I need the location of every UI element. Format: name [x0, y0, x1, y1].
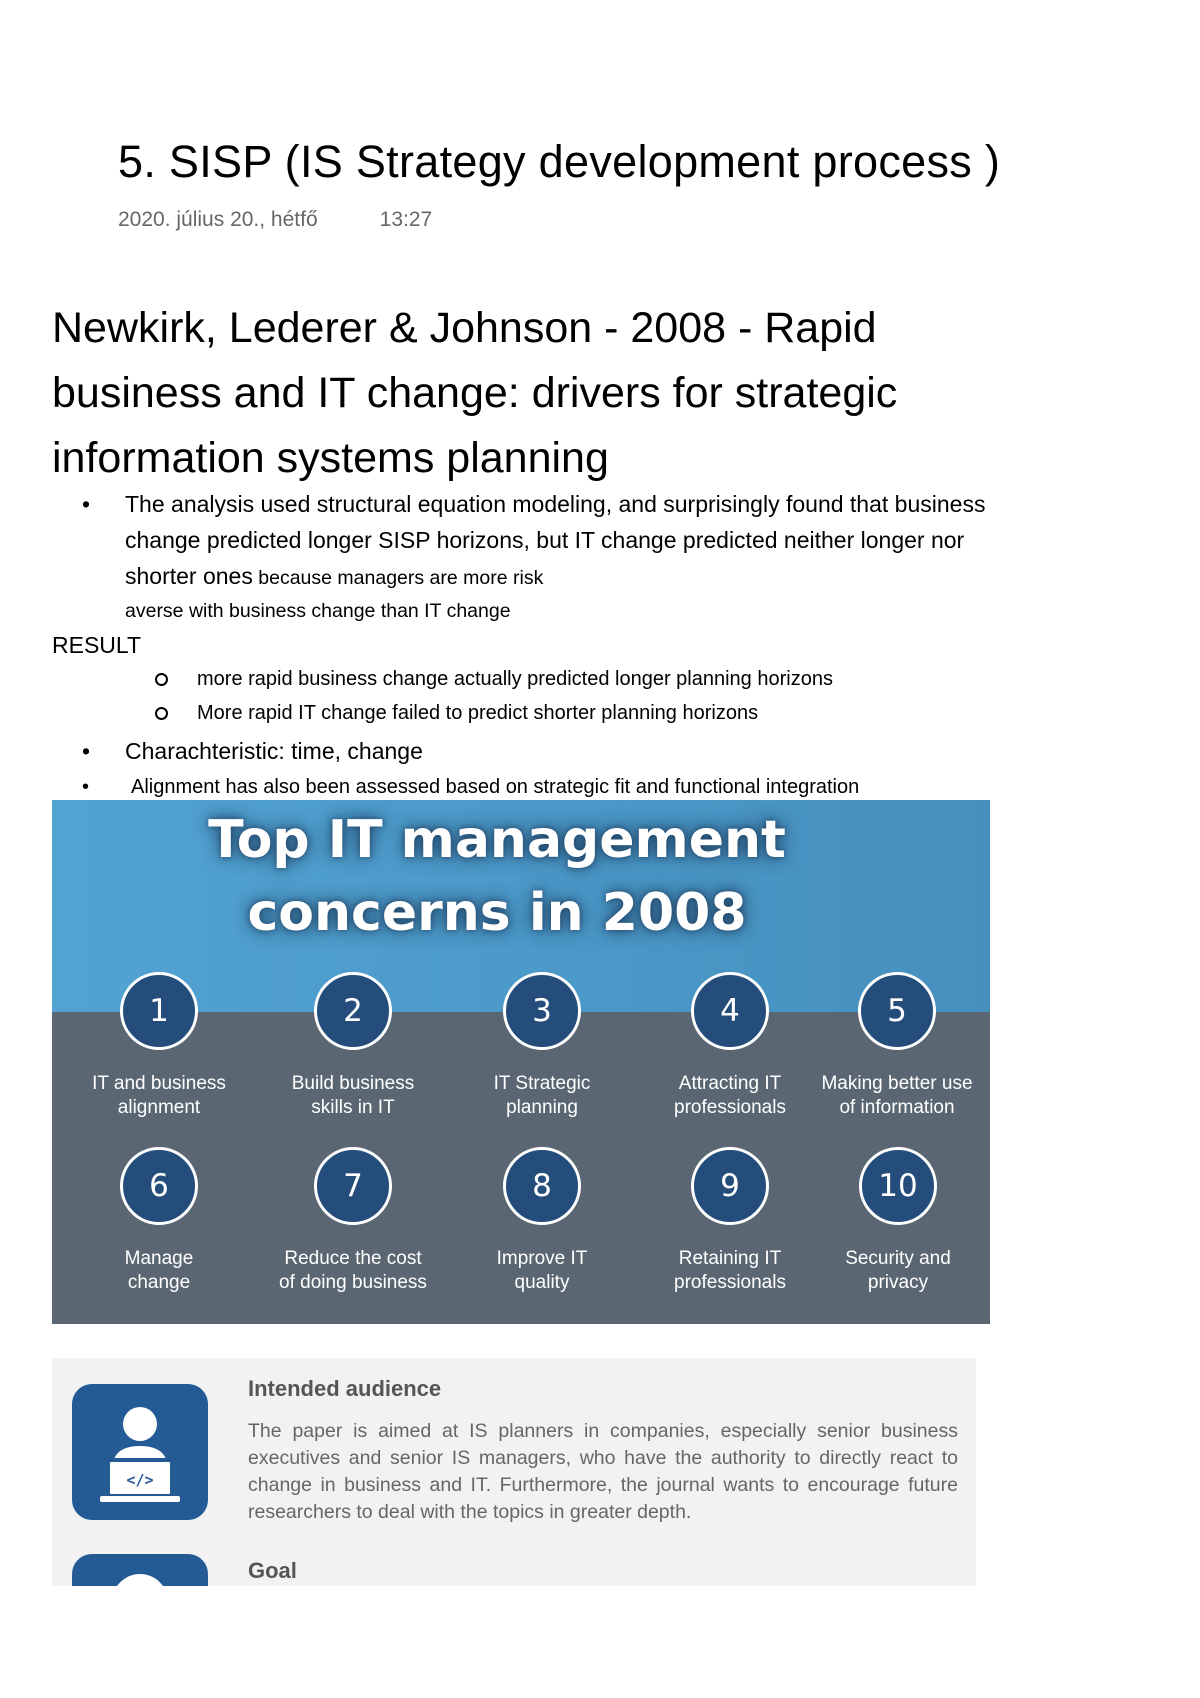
concern-number-badge: 6 — [120, 1147, 198, 1225]
concern-number-badge: 10 — [859, 1147, 937, 1225]
goal-icon — [72, 1554, 208, 1586]
bullet-alignment-text: Alignment has also been assessed based on strategic fit and functional integration — [131, 776, 860, 798]
concern-label: IT and business alignment — [92, 1073, 226, 1118]
audience-card — [52, 1358, 976, 1586]
infographic — [52, 800, 990, 1324]
audience-text: The paper is aimed at IS planners in companies, especially senior business executives and senior IS managers, who have the authority to directly react to change in business and IT. Furthermore, the journal wants to encourage future researchers to deal with the topics in greater depth. — [248, 1420, 958, 1523]
concern-item — [64, 1147, 254, 1295]
timestamp — [118, 208, 432, 232]
concern-item — [258, 1147, 448, 1295]
concern-number-badge: 2 — [314, 972, 392, 1050]
bullet-analysis-text: The analysis used structural equation modeling, and surprisingly found that business change predicted longer SISP horizons, but IT change predicted neither longer nor shorter ones — [125, 491, 986, 589]
infographic-title: Top IT management concerns in 2008 — [208, 810, 786, 943]
result-item — [52, 696, 1012, 730]
concern-number-badge: 3 — [503, 972, 581, 1050]
result-item — [52, 662, 1012, 696]
bullet-characteristic — [52, 732, 1012, 770]
concern-label: Retaining IT professionals — [674, 1248, 786, 1293]
page-title: 5. SISP (IS Strategy development process ) — [118, 136, 1001, 187]
concern-label: Attracting IT professionals — [674, 1073, 786, 1118]
goal-heading: Goal — [248, 1558, 297, 1583]
result-item-text: more rapid business change actually predicted longer planning horizons — [197, 668, 833, 690]
concern-item — [447, 1147, 637, 1295]
concern-label: Build business skills in IT — [291, 1073, 415, 1118]
audience-heading: Intended audience — [248, 1376, 442, 1401]
result-item-text: More rapid IT change failed to predict shorter planning horizons — [197, 702, 759, 724]
article-heading: Newkirk, Lederer & Johnson - 2008 - Rapid business and IT change: drivers for strategic information systems planning — [52, 304, 898, 482]
bullet-characteristic-text: Charachteristic: time, change — [125, 738, 423, 764]
concern-item — [64, 972, 254, 1120]
concern-item — [635, 1147, 825, 1295]
concern-item — [803, 1147, 990, 1295]
concern-number-badge: 1 — [120, 972, 198, 1050]
concern-number-badge: 9 — [691, 1147, 769, 1225]
time: 13:27 — [379, 208, 433, 231]
concern-label: IT Strategic planning — [493, 1073, 591, 1118]
concern-item — [447, 972, 637, 1120]
result-label: RESULT — [52, 632, 142, 658]
concern-label: Reduce the cost of doing business — [279, 1248, 427, 1293]
goal-icon-circle — [112, 1574, 168, 1586]
bullet-alignment — [52, 770, 1012, 804]
concern-item — [258, 972, 448, 1120]
bullet-analysis-tail: because managers are more risk — [252, 567, 544, 589]
concern-number-badge: 4 — [691, 972, 769, 1050]
bullet-list — [52, 486, 1012, 804]
concern-label: Security and privacy — [845, 1248, 951, 1293]
circle-bullet-icon — [155, 707, 168, 720]
bullet-dot: • — [82, 738, 91, 764]
user-laptop-icon — [72, 1384, 208, 1520]
concern-number-badge: 5 — [858, 972, 936, 1050]
bullet-analysis-tail-line: averse with business change than IT change — [125, 600, 511, 622]
concern-number-badge: 7 — [314, 1147, 392, 1225]
bullet-analysis — [52, 486, 1012, 626]
concern-label: Manage change — [124, 1248, 194, 1293]
concern-label: Making better use of information — [821, 1073, 973, 1118]
date: 2020. július 20., hétfő — [118, 208, 318, 231]
svg-text:</>: </> — [126, 1471, 154, 1489]
circle-bullet-icon — [155, 673, 168, 686]
concern-item — [793, 972, 990, 1120]
concern-label: Improve IT quality — [496, 1248, 588, 1293]
concern-number-badge: 8 — [503, 1147, 581, 1225]
bullet-dot: • — [82, 491, 91, 517]
bullet-dot: • — [82, 776, 90, 798]
user-laptop-icon-graphic — [72, 1384, 208, 1520]
